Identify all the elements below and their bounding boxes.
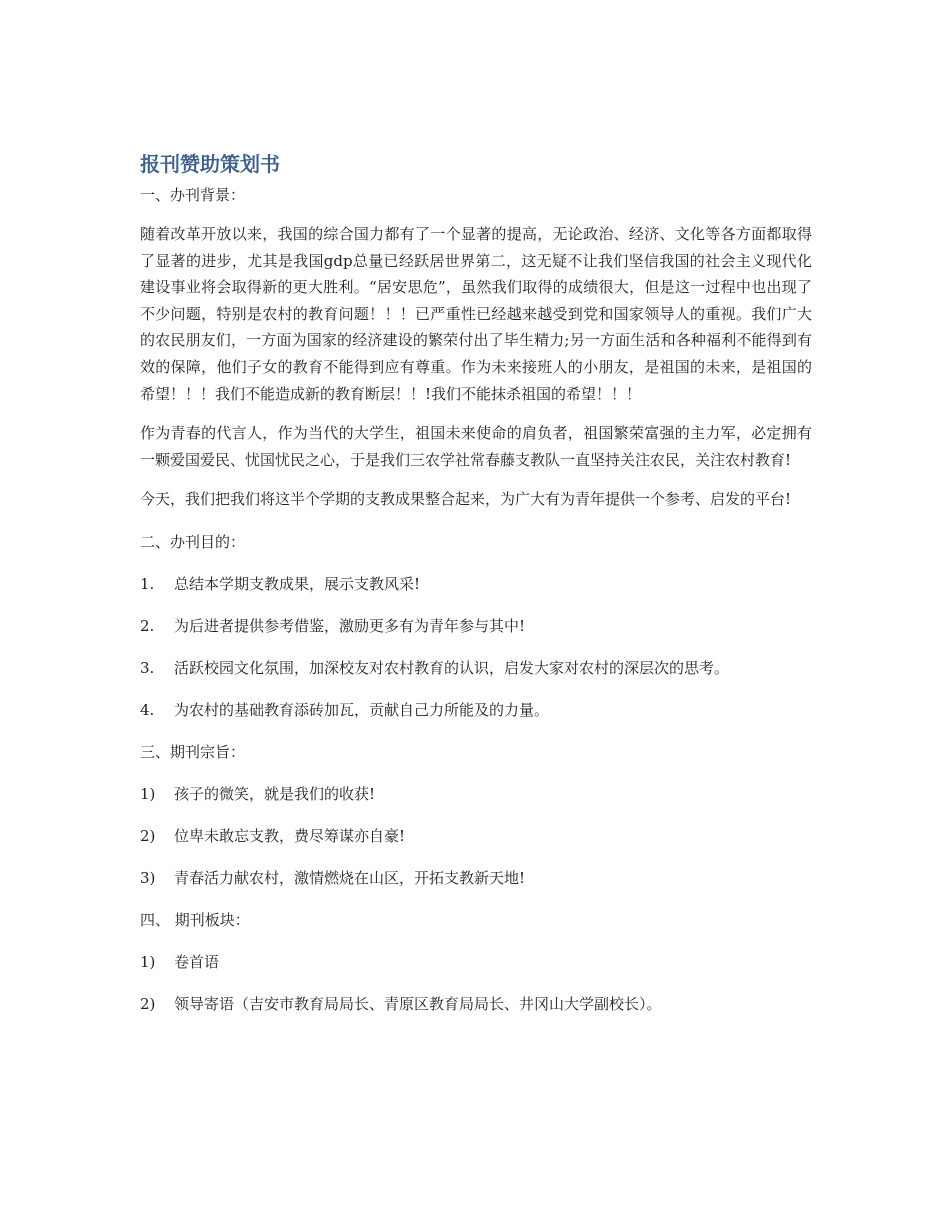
list-marker: 2) xyxy=(140,826,156,845)
list-marker: 3) xyxy=(140,868,156,887)
list-item xyxy=(140,655,812,681)
paragraph-background-3: 今天，我们把我们将这半个学期的支教成果整合起来，为广大有为青年提供一个参考、启发的平台! xyxy=(140,490,792,509)
list-item xyxy=(140,571,812,597)
list-text: 位卑未敢忘支教，费尽筹谋亦自豪! xyxy=(174,826,406,845)
list-marker: 1) xyxy=(140,952,156,971)
list-text: 青春活力献农村，激情燃烧在山区，开拓支教新天地! xyxy=(174,868,526,887)
section-heading-sections: 四、 期刊板块： xyxy=(140,910,250,929)
list-text: 为后进者提供参考借鉴，激励更多有为青年参与其中! xyxy=(174,616,526,635)
list-text: 领导寄语（吉安市教育局局长、青原区教育局局长、井冈山大学副校长）。 xyxy=(174,994,662,1013)
list-marker: 2. xyxy=(140,616,155,635)
list-text: 活跃校园文化氛围，加深校友对农村教育的认识，启发大家对农村的深层次的思考。 xyxy=(174,658,730,677)
list-marker: 4. xyxy=(140,700,155,719)
list-item xyxy=(140,865,812,891)
section-heading-tenet: 三、期刊宗旨： xyxy=(140,742,246,761)
paragraph-background-1: 随着改革开放以来，我国的综合国力都有了一个显著的提高，无论政治、经济、文化等各方面都取得了显著的进步，尤其是我国gdp总量已经跃居世界第二，这无疑不让我们坚信我国的社会主义现代化建设事业将会取得新的更大胜利。“居安思危”，虽然我们取得的成绩很大，但是这一过程中也出现了不少问题，特别是农村的教育问题！！！已严重性已经越来越受到党和国家领导人的重视。我们广大的农民朋友们，一方面为国家的经济建设的繁荣付出了毕生精力;另一方面生活和各种福利不能得到有效的保障，他们子女的教育不能得到应有尊重。作为未来接班人的小朋友，是祖国的未来，是祖国的希望！！！我们不能造成新的教育断层！！!我们不能抹杀祖国的希望！！！ xyxy=(140,225,812,403)
list-marker: 2) xyxy=(140,994,156,1013)
list-item xyxy=(140,991,812,1017)
list-item xyxy=(140,823,812,849)
list-item xyxy=(140,949,812,975)
list-text: 为农村的基础教育添砖加瓦，贡献自己力所能及的力量。 xyxy=(174,700,550,719)
list-item xyxy=(140,697,812,723)
list-marker: 3. xyxy=(140,658,155,677)
paragraph-background-2: 作为青春的代言人，作为当代的大学生，祖国未来使命的肩负者，祖国繁荣富强的主力军，必定拥有一颗爱国爱民、忧国忧民之心，于是我们三农学社常春藤支教队一直坚持关注农民，关注农村教育! xyxy=(140,424,812,469)
document-title: 报刊赞助策划书 xyxy=(140,152,280,176)
list-text: 总结本学期支教成果，展示支教风采! xyxy=(174,574,421,593)
list-text: 卷首语 xyxy=(174,952,220,971)
document-page xyxy=(140,146,812,1017)
section-heading-background: 一、办刊背景： xyxy=(140,186,246,204)
list-item xyxy=(140,781,812,807)
list-marker: 1) xyxy=(140,784,156,803)
list-item xyxy=(140,613,812,639)
list-text: 孩子的微笑，就是我们的收获! xyxy=(174,784,376,803)
list-marker: 1. xyxy=(140,574,155,593)
section-heading-purpose: 二、办刊目的： xyxy=(140,532,246,551)
